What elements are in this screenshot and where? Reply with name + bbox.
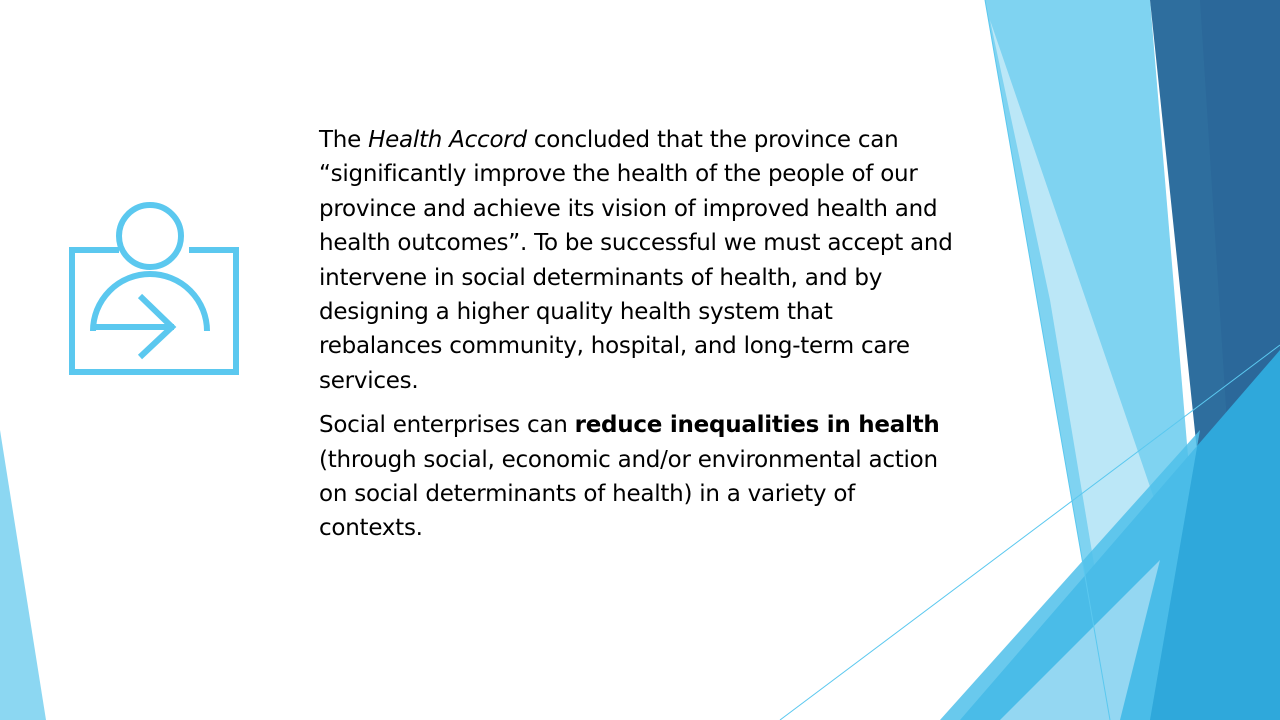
paragraph-social-enterprises	[319, 408, 959, 546]
paragraph-1-prefix: The	[319, 127, 369, 153]
person-head	[119, 205, 181, 267]
health-accord-title: Health Accord	[368, 127, 527, 153]
paragraph-1-body: concluded that the province can “significantly improve the health of the people of our province and achieve its vision of improved health and health outcomes”. To be successful we must accept and intervene in social determinants of health, and by designing a higher quality health system that rebalances community, hospital, and long-term care services.	[319, 127, 953, 394]
paragraph-2-prefix: Social enterprises can	[319, 412, 575, 439]
emphasis-reduce-inequalities: reduce inequalities in health	[574, 412, 940, 439]
left-edge-shape	[0, 430, 46, 720]
paragraph-health-accord	[319, 123, 959, 398]
paragraph-2-body: (through social, economic and/or environmental action on social determinants of health) in a variety of contexts.	[319, 446, 938, 542]
body-text	[319, 123, 959, 546]
person-arrow-icon	[64, 200, 244, 380]
